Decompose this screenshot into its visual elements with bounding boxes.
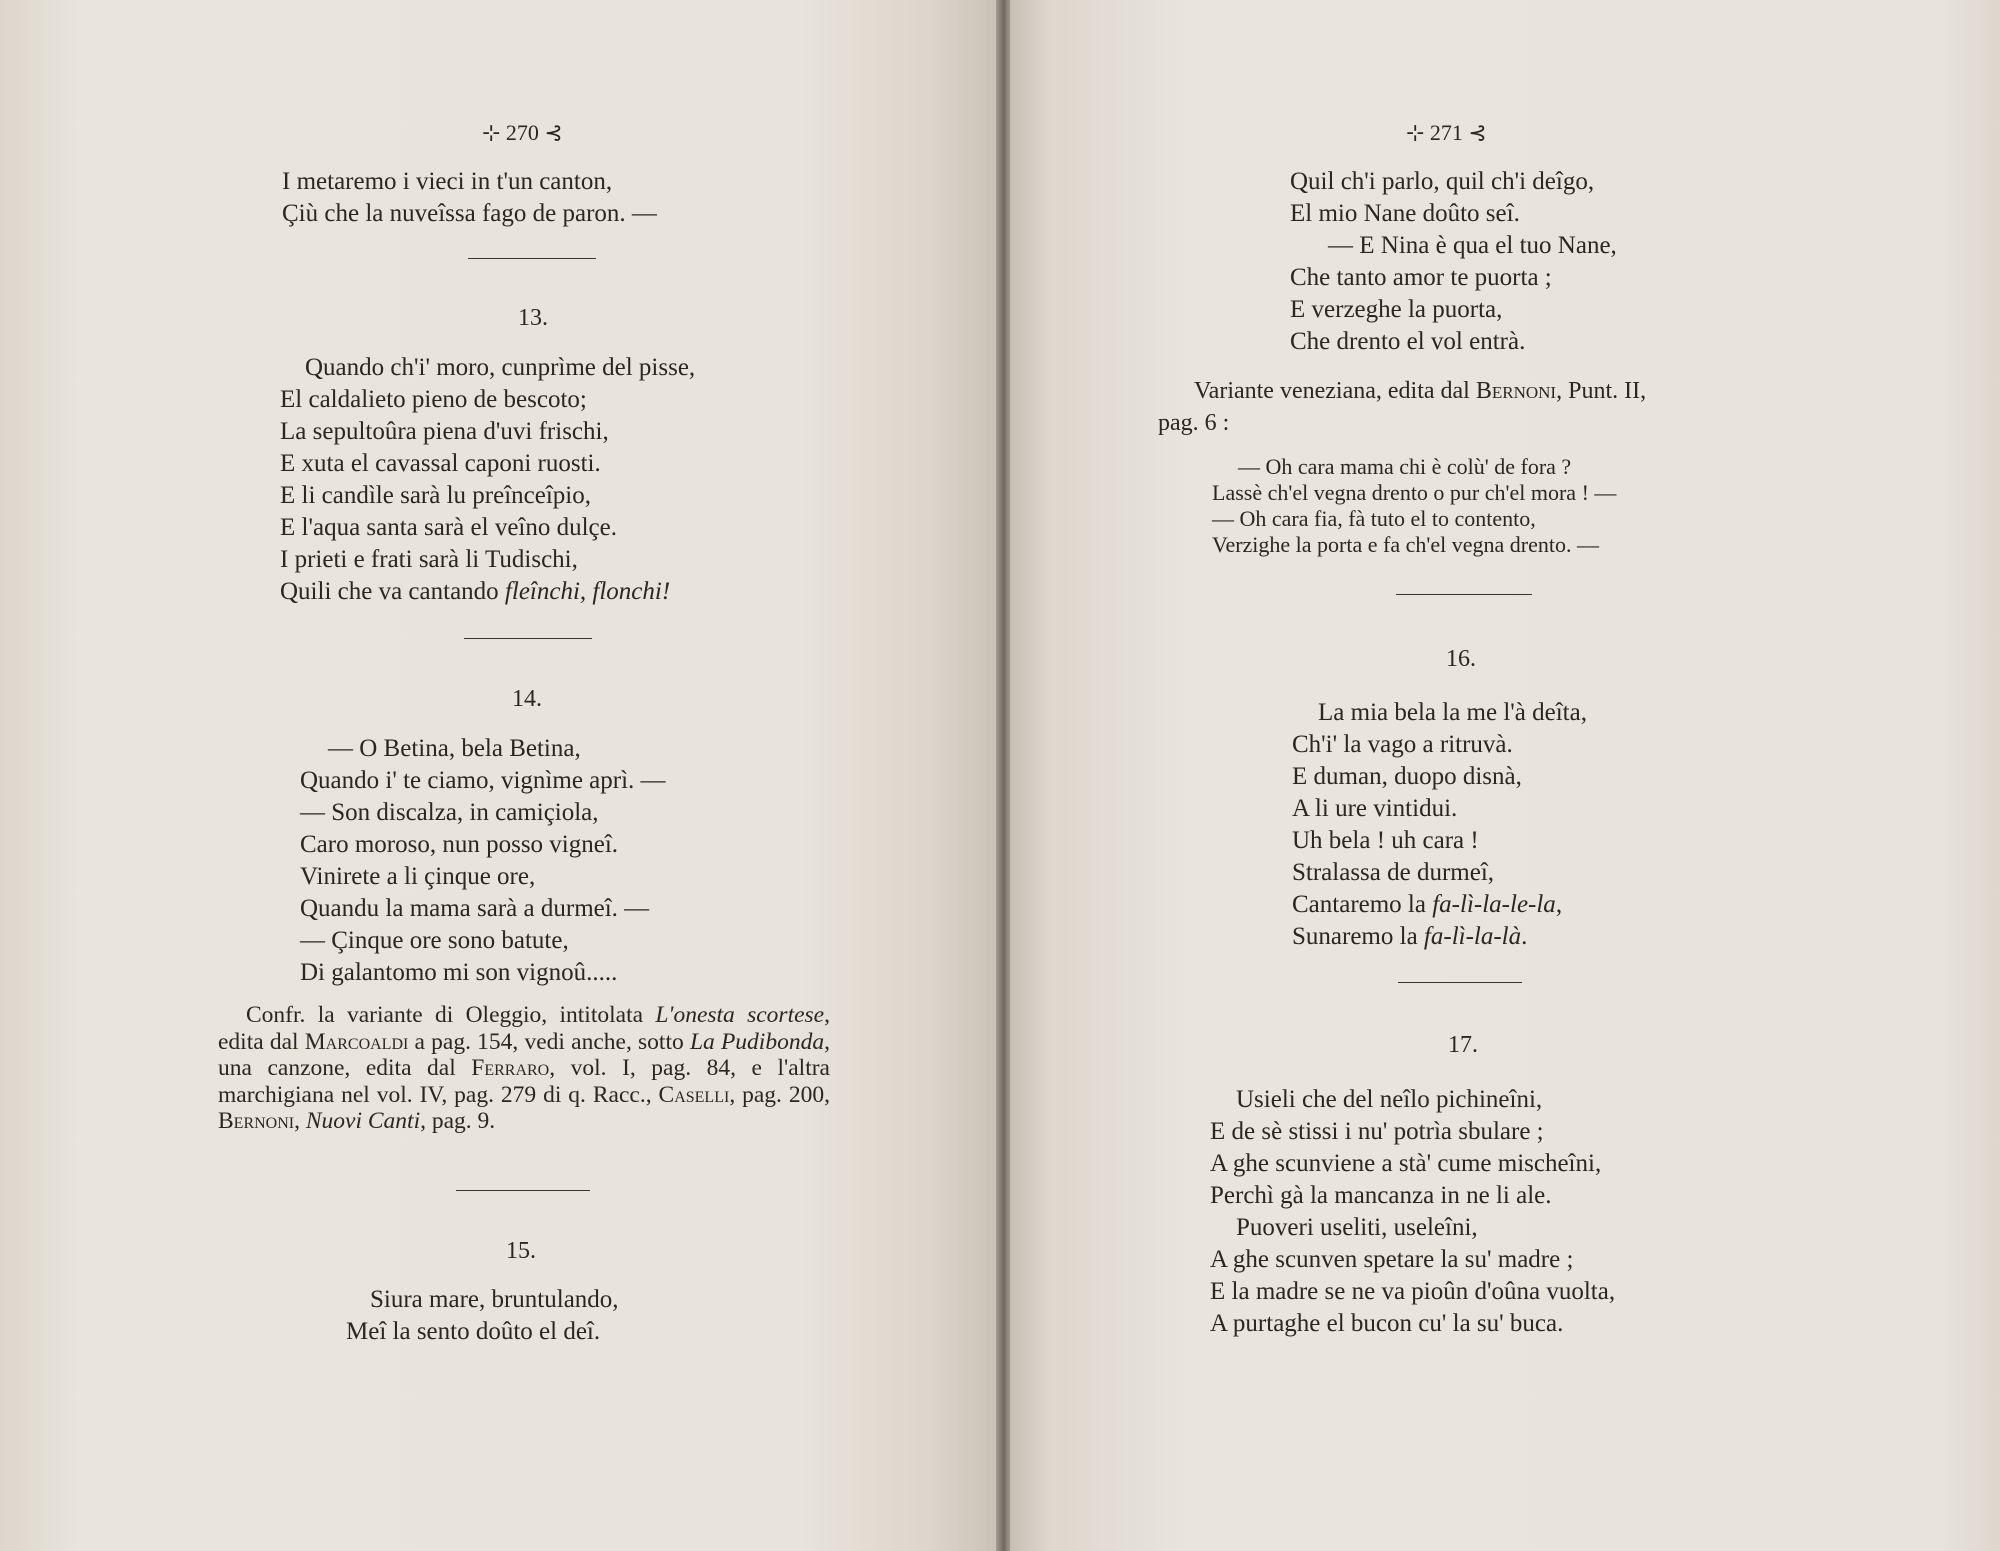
section-divider — [456, 1190, 590, 1191]
note-author: Bernoni — [1475, 378, 1557, 404]
verse-line: A purtaghe el bucon cu' la su' buca. — [1210, 1310, 1564, 1337]
verse-line: I metaremo i vieci in t'un canton, — [282, 168, 613, 195]
verse-line: — Oh cara mama chi è colù' de fora ? — [1238, 454, 1572, 479]
verse-line: Caro moroso, nun posso vigneî. — [300, 831, 619, 858]
note-title: Nuovi Canti — [305, 1108, 421, 1134]
note-text: Variante veneziana, edita dal — [1194, 378, 1476, 404]
verse-block — [280, 352, 695, 608]
continuation-verse — [282, 166, 657, 230]
section-divider — [1398, 982, 1522, 983]
verse-line: Uh bela ! uh cara ! — [1292, 827, 1479, 854]
verse-line: E xuta el cavassal caponi ruosti. — [280, 450, 601, 477]
note-text: , pag. 200, — [729, 1081, 830, 1108]
verse-line: E verzeghe la puorta, — [1290, 296, 1503, 323]
section-number: 14. — [512, 686, 542, 712]
verse-block — [1210, 1084, 1615, 1340]
verse-line: Verzighe la porta e fa ch'el vegna drento. — — [1212, 532, 1599, 557]
verse-line: — Oh cara fia, fà tuto el to contento, — [1212, 506, 1536, 531]
note-title: L'onesta scortese — [655, 1002, 825, 1028]
verse-block — [300, 733, 666, 989]
verse-line: La mia bela la me l'à deîta, — [1318, 699, 1587, 726]
italic-refrain: fa-lì-la-là — [1423, 923, 1522, 950]
note-title: La Pudibonda — [689, 1028, 825, 1055]
section-number: 16. — [1446, 646, 1476, 672]
note-text: , edita dal — [218, 1002, 830, 1055]
verse-line: Che tanto amor te puorta ; — [1290, 264, 1552, 291]
editorial-note — [218, 1002, 830, 1135]
verse-line: Siura mare, bruntulando, — [370, 1286, 619, 1313]
variant-verse — [1212, 454, 1616, 558]
variant-intro-line — [1158, 375, 1646, 407]
verse-line: La sepultoûra piena d'uvi frischi, — [280, 418, 609, 445]
note-author: Bernoni — [218, 1108, 295, 1134]
verse-text: . — [1521, 923, 1528, 950]
continuation-verse — [1290, 166, 1617, 358]
verse-line: Çiù che la nuveîssa fago de paron. — — [282, 200, 657, 227]
verse-line: Vinirete a li çinque ore, — [300, 863, 536, 890]
note-text: , una canzone, edita dal — [218, 1028, 830, 1081]
italic-refrain: fleînchi, flonchi! — [504, 578, 671, 605]
verse-text: , — [1555, 891, 1563, 918]
verse-block — [1292, 697, 1587, 953]
verse-line: Usieli che del neîlo pichineîni, — [1236, 1086, 1543, 1113]
right-page — [1010, 0, 2000, 1551]
verse-line: Quando ch'i' moro, cunprìme del pisse, — [305, 354, 696, 381]
section-number: 17. — [1448, 1032, 1478, 1058]
verse-line: Stralassa de durmeî, — [1292, 859, 1495, 886]
section-divider — [1396, 594, 1532, 595]
verse-line: Di galantomo mi son vignoû..... — [300, 959, 618, 986]
italic-refrain: fa-lì-la-le-la — [1432, 891, 1556, 918]
note-author: Caselli — [658, 1081, 730, 1108]
verse-text: Quili che va cantando — [280, 578, 505, 605]
verse-line — [1292, 921, 1587, 953]
verse-line — [1292, 889, 1587, 921]
verse-line: E de sè stissi i nu' potrìa sbulare ; — [1210, 1118, 1544, 1145]
note-text: , Punt. II, — [1556, 378, 1647, 404]
verse-line: Quando i' te ciamo, vignìme aprì. — — [300, 767, 666, 794]
verse-line: Lassè ch'el vegna drento o pur ch'el mora ! — — [1212, 480, 1617, 505]
note-text: , — [294, 1108, 306, 1134]
note-text: , pag. 9. — [420, 1108, 496, 1134]
section-number: 13. — [518, 305, 548, 331]
verse-line: Ch'i' la vago a ritruvà. — [1292, 731, 1513, 758]
section-divider — [464, 638, 592, 639]
verse-line: E li candìle sarà lu preînceîpio, — [280, 482, 591, 509]
verse-text: Cantaremo la — [1292, 891, 1433, 918]
verse-line: A li ure vintidui. — [1292, 795, 1458, 822]
verse-line: — Çinque ore sono batute, — [300, 927, 569, 954]
section-number: 15. — [506, 1238, 536, 1264]
verse-line: El mio Nane doûto seî. — [1290, 200, 1520, 227]
verse-text: Sunaremo la — [1292, 923, 1424, 950]
verse-line: I prieti e frati sarà li Tudischi, — [280, 546, 578, 573]
verse-line: El caldalieto pieno de bescoto; — [280, 386, 587, 413]
verse-line: — E Nina è qua el tuo Nane, — [1328, 232, 1617, 259]
page-number: ⊹ 271 ⊰ — [1406, 120, 1487, 145]
verse-line: E l'aqua santa sarà el veîno dulçe. — [280, 514, 617, 541]
verse-line: Quandu la mama sarà a durmeî. — — [300, 895, 650, 922]
verse-line: Perchì gà la mancanza in ne li ale. — [1210, 1182, 1552, 1209]
verse-line: E la madre se ne va pioûn d'oûna vuolta, — [1210, 1278, 1616, 1305]
note-text: , vol. I, pag. 84, e l'altra marchigiana nel vol. IV, pag. 279 di q. Racc., — [218, 1055, 830, 1108]
verse-line: E duman, duopo disnà, — [1292, 763, 1522, 790]
verse-line: Meî la sento doûto el deî. — [346, 1318, 601, 1345]
note-author: Ferraro — [471, 1055, 550, 1081]
verse-line — [280, 576, 695, 608]
verse-line: — O Betina, bela Betina, — [328, 735, 581, 762]
verse-block — [346, 1284, 619, 1348]
verse-line: Che drento el vol entrà. — [1290, 328, 1526, 355]
note-text: a pag. 154, vedi anche, sotto — [408, 1028, 690, 1055]
verse-line: Quil ch'i parlo, quil ch'i deîgo, — [1290, 168, 1595, 195]
variant-intro-line: pag. 6 : — [1158, 410, 1230, 436]
note-text: Confr. la variante di Oleggio, intitolata — [246, 1002, 656, 1028]
verse-line: Puoveri useliti, useleîni, — [1236, 1214, 1478, 1241]
section-divider — [468, 258, 596, 259]
verse-line: A ghe scunven spetare la su' madre ; — [1210, 1246, 1574, 1273]
page-number: ⊹ 270 ⊰ — [482, 120, 563, 145]
verse-line: A ghe scunviene a stà' cume mischeîni, — [1210, 1150, 1602, 1177]
variant-intro — [1158, 375, 1646, 439]
verse-line: — Son discalza, in camiçiola, — [300, 799, 599, 826]
note-author: Marcoaldi — [304, 1028, 409, 1055]
